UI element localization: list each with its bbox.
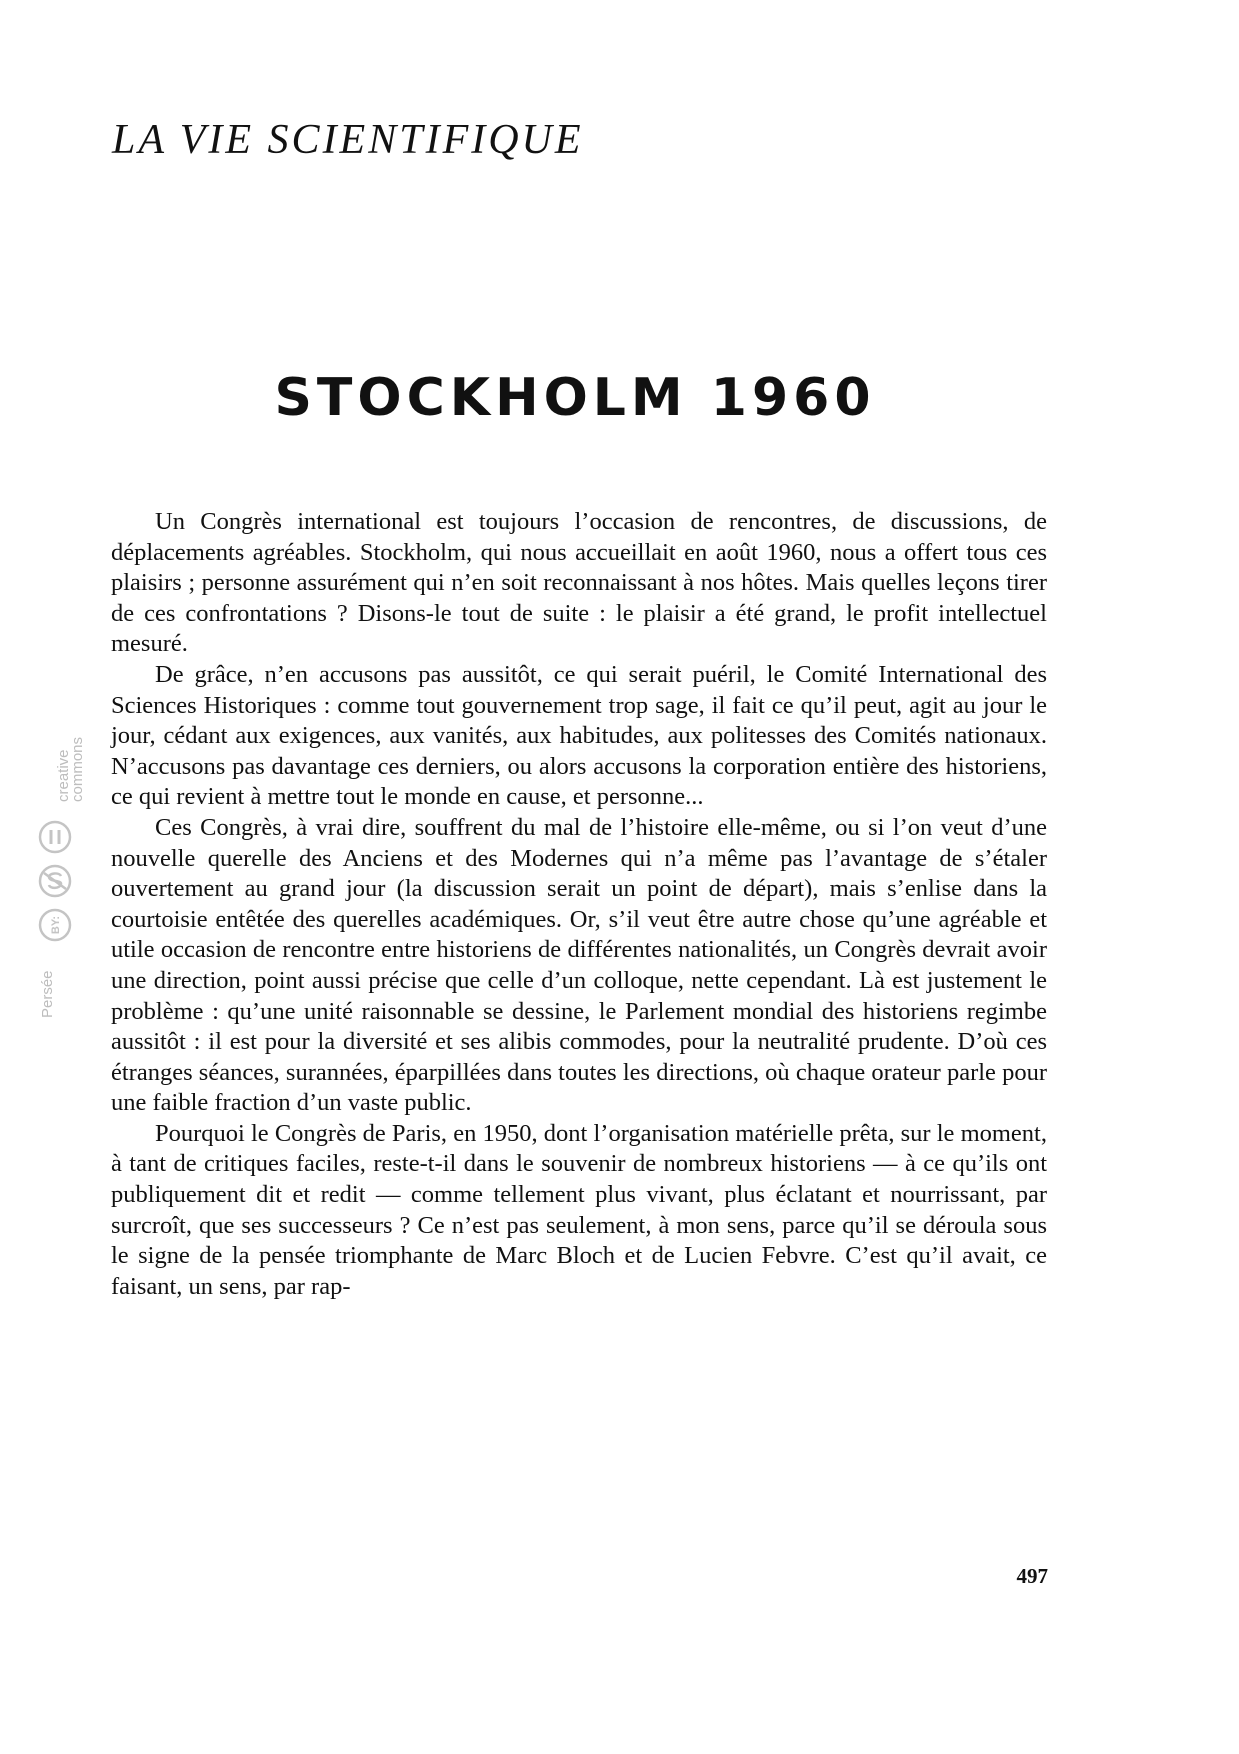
paragraph-1: Un Congrès international est toujours l’occasion de rencontres, de discussions, de déplacements agréables. Stockholm, qui nous accueillait en août 1960, nous a offert tous ces plaisirs ; personne assurément qui n’en soit reconnaissant à nos hôtes. Mais quelles leçons tirer de ces confrontations ? Disons-le tout de suite : le plaisir a été grand, le profit intellectuel mesuré.	[111, 508, 1047, 658]
paragraph-4: Pourquoi le Congrès de Paris, en 1950, dont l’organisation matérielle prêta, sur le moment, à tant de critiques faciles, reste-t-il dans le souvenir de nombreux historiens — à ce qu’ils ont publiquement dit et redit — comme tellement plus vivant, plus éclatant et nourrissant, par surcroît, que ses successeurs ? Ce n’est pas seulement, à mon sens, parce qu’il se déroula sous le signe de la pensée triomphante de Marc Bloch et de Lucien Febvre. C’est qu’il avait, ce faisant, un sens, par rap-	[111, 1119, 1047, 1300]
creative-label: creative	[55, 749, 72, 802]
cc-nd-icon	[38, 820, 72, 854]
cc-by-label: BY:	[50, 915, 62, 935]
article-body	[111, 507, 1047, 1302]
cc-by-icon	[38, 908, 72, 942]
article-title: STOCKHOLM 1960	[274, 368, 876, 428]
cc-nc-icon	[38, 864, 72, 898]
commons-label: commons	[69, 736, 86, 802]
section-header: LA VIE SCIENTIFIQUE	[112, 117, 584, 163]
publisher-label: Persée	[39, 970, 56, 1018]
paragraph-2: De grâce, n’en accusons pas aussitôt, ce qui serait puéril, le Comité International des Sciences Historiques : comme tout gouvernement trop sage, il fait ce qu’il peut, agit au jour le jour, cédant aux exigences, aux vanités, aux habitudes, aux politesses des Comités nationaux. N’accusons pas davantage ces derniers, ou alors accusons la corporation entière des historiens, ce qui revient à mettre tout le monde en cause, et personne...	[111, 660, 1047, 811]
paragraph-3: Ces Congrès, à vrai dire, souffrent du mal de l’histoire elle-même, ou si l’on veut d’une nouvelle querelle des Anciens et des Modernes qui n’a même pas l’avantage de s’étaler ouvertement au grand jour (la discussion serait un point de départ), mais s’enlise dans la courtoisie entêtée des querelles académiques. Or, s’il veut être autre chose qu’une agréable et utile occasion de rencontre entre historiens de différentes nationalités, un Congrès devrait avoir une direction, point aussi précise que celle d’un colloque, nette cependant. Là est justement le problème : qu’une unité raisonnable se dessine, le Parlement mondial des historiens regimbe aussitôt : il est pour la diversité et ses alibis commodes, pour la neutralité prudente. D’où ces étranges séances, surannées, éparpillées dans toutes les directions, où chaque orateur parle pour une faible fraction d’un vaste public.	[111, 813, 1047, 1117]
creative-commons-badge[interactable]	[36, 736, 86, 1025]
page-number: 497	[1016, 1564, 1048, 1588]
